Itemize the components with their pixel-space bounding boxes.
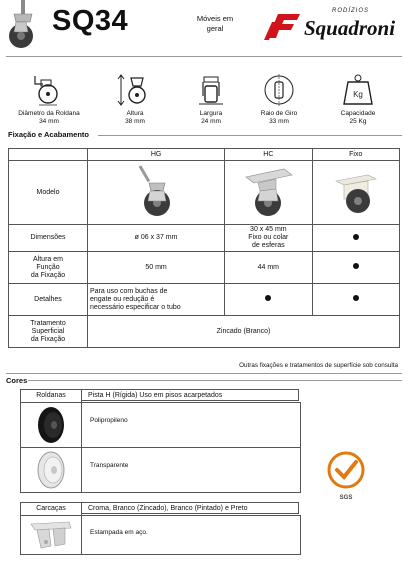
fixation-divider bbox=[98, 135, 402, 136]
detalhes-fixo bbox=[312, 284, 399, 316]
sgs-certification-badge: SGS bbox=[324, 450, 368, 500]
note-divider bbox=[6, 373, 402, 374]
carcaca-text-cell bbox=[81, 515, 301, 555]
weight-icon bbox=[338, 74, 378, 106]
dimensoes-fixo bbox=[312, 225, 399, 252]
roldana-image-polipropileno bbox=[20, 402, 82, 448]
model-code: SQ34 bbox=[52, 5, 129, 37]
fixation-section-title: Fixação e Acabamento bbox=[8, 130, 90, 139]
wheel-diameter-icon bbox=[29, 74, 69, 106]
carcaca-image bbox=[20, 515, 82, 555]
bullet-icon bbox=[353, 263, 359, 269]
column-header-hg: HG bbox=[88, 149, 225, 161]
row-label-modelo: Modelo bbox=[9, 161, 88, 225]
altura-fixo bbox=[312, 252, 399, 284]
height-icon bbox=[115, 74, 155, 106]
model-image-hc bbox=[225, 161, 312, 225]
width-icon bbox=[191, 74, 231, 106]
tratamento-value: Zincado (Branco) bbox=[88, 316, 400, 348]
roldana-image-transparente bbox=[20, 447, 82, 493]
fixation-note: Outras fixações e tratamentos de superfície sob consulta bbox=[239, 362, 398, 369]
bullet-icon bbox=[353, 234, 359, 240]
roldana-text-transparente-cell bbox=[81, 447, 301, 493]
row-label-detalhes: Detalhes bbox=[9, 284, 88, 316]
brand-logo: RODÍZIOS Squadroni bbox=[262, 6, 402, 46]
bullet-icon bbox=[353, 295, 359, 301]
altura-hg: 50 mm bbox=[88, 252, 225, 284]
caster-thumbnail bbox=[4, 0, 40, 52]
row-label-altura: Altura em Função da Fixação bbox=[9, 252, 88, 284]
roldana-polipropileno-label: Polipropileno bbox=[90, 417, 128, 424]
svg-text:Kg: Kg bbox=[353, 90, 363, 99]
spec-wheel-diameter: Diâmetro da Roldana 34 mm bbox=[9, 74, 89, 126]
spec-height: Altura 38 mm bbox=[95, 74, 175, 126]
column-header-hc: HC bbox=[225, 149, 312, 161]
dimensoes-hc: 30 x 45 mm Fixo ou colar de esferas bbox=[225, 225, 312, 252]
carcaca-estampada-label: Estampada em aço. bbox=[90, 529, 148, 536]
swivel-radius-icon bbox=[259, 74, 299, 106]
roldana-text-polipropileno-cell bbox=[81, 402, 301, 448]
row-label-tratamento: Tratamento Superficial da Fixação bbox=[9, 316, 88, 348]
model-image-hg bbox=[88, 161, 225, 225]
roldanas-header-cell: Pista H (Rígida) Uso em pisos acarpetados bbox=[81, 389, 299, 401]
carcacas-header-cell: Croma, Branco (Zincado), Branco (Pintado) e Preto bbox=[81, 502, 299, 514]
spec-swivel-radius: Raio de Giro 33 mm bbox=[239, 74, 319, 126]
detalhes-hc bbox=[225, 284, 312, 316]
spec-width: Largura 24 mm bbox=[171, 74, 251, 126]
cores-divider bbox=[28, 380, 402, 381]
spec-capacity: Kg Capacidade 25 Kg bbox=[318, 74, 398, 126]
empty-corner-cell bbox=[9, 149, 88, 161]
application-subtitle: Móveis em geral bbox=[196, 14, 234, 33]
row-label-dimensoes: Dimensões bbox=[9, 225, 88, 252]
column-header-fixo: Fixo bbox=[312, 149, 399, 161]
roldanas-label-cell: Roldanas bbox=[20, 389, 82, 403]
carcacas-label-cell: Carcaças bbox=[20, 502, 82, 516]
dimensoes-hg: ø 06 x 37 mm bbox=[88, 225, 225, 252]
model-image-fixo bbox=[312, 161, 399, 225]
altura-hc: 44 mm bbox=[225, 252, 312, 284]
bullet-icon bbox=[265, 295, 271, 301]
cores-section-title: Cores bbox=[6, 376, 28, 385]
header-divider bbox=[6, 56, 402, 57]
fixation-table bbox=[8, 148, 400, 348]
roldana-transparente-label: Transparente bbox=[90, 462, 129, 469]
detalhes-hg: Para uso com buchas de engate ou redução é necessário especificar o tubo bbox=[88, 284, 225, 316]
